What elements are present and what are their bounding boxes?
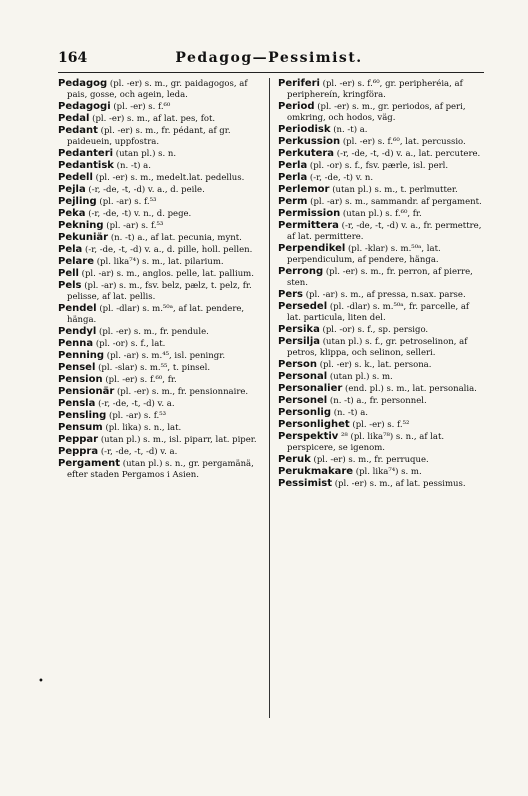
entry-headword: Pejla xyxy=(58,184,86,195)
entry-headword: Perpendikel xyxy=(278,243,346,254)
entry-definition: (-r, -de, -t) v. n. xyxy=(309,173,374,183)
entry-definition: (pl. -or) s. f., lat. xyxy=(95,339,166,349)
entry-headword: Pergament xyxy=(58,458,121,469)
dictionary-entry xyxy=(58,362,261,374)
entry-definition: (pl. -ar) s. f.⁵³ xyxy=(106,221,164,231)
dictionary-entry xyxy=(278,301,482,324)
dictionary-entry xyxy=(278,371,482,383)
entry-definition: (pl. lika⁷⁴) s. m., lat. pilarium. xyxy=(96,257,224,267)
entry-headword: Person xyxy=(278,359,317,370)
entry-headword: Peka xyxy=(58,208,86,219)
entry-headword: Personlig xyxy=(278,407,331,418)
entry-headword: Personalier xyxy=(278,383,343,394)
dictionary-entry xyxy=(58,148,261,160)
dictionary-entry xyxy=(58,446,261,458)
dictionary-entry xyxy=(58,184,261,196)
dictionary-entry xyxy=(58,422,261,434)
entry-definition: (pl. -dlar) s. m.⁵⁰ᵃ, af lat. pendere, hänga. xyxy=(67,304,245,325)
entry-definition: (pl. lika⁷⁴) s. m. xyxy=(355,467,422,477)
entry-definition: (pl. -er) s. m., medelt.lat. pedellus. xyxy=(95,173,245,183)
entry-headword: Permission xyxy=(278,208,341,219)
entry-headword: Periferi xyxy=(278,78,320,89)
dictionary-entry xyxy=(58,78,261,101)
dictionary-entry xyxy=(278,336,482,359)
entry-headword: Pedagog xyxy=(58,78,108,89)
dictionary-entry xyxy=(58,338,261,350)
dictionary-entry xyxy=(58,172,261,184)
entry-definition: (pl. -er) s. f.⁶⁰, fr. xyxy=(105,375,177,385)
entry-definition: (pl. -er) s. m., fr. pensionnaire. xyxy=(116,387,249,397)
entry-definition: (pl. -er) s. m., gr. periodos, af peri, omkring, och hodos, väg. xyxy=(287,102,466,123)
dictionary-entry xyxy=(278,196,482,208)
entry-definition: (pl. -er) s. f.⁶⁰, gr. peripheréia, af periphereín, kringföra. xyxy=(287,79,463,100)
dictionary-entry xyxy=(58,113,261,125)
dictionary-entry xyxy=(278,419,482,431)
entry-definition: (pl. -ar) s. m., sammandr. af pergament. xyxy=(310,197,482,207)
entry-definition: (pl. -ar) s. m., anglos. pelle, lat. pallium. xyxy=(81,269,254,279)
entry-definition: (-r, -de, -t, -d) v. a., lat. percutere. xyxy=(336,149,481,159)
entry-headword: Pell xyxy=(58,268,79,279)
entry-headword: Persedel xyxy=(278,301,328,312)
entry-headword: Pensel xyxy=(58,362,96,373)
entry-definition: (pl. -dlar) s. m.⁵⁰ᵃ, fr. parcelle, af lat. particula, liten del. xyxy=(287,302,470,323)
dictionary-entry xyxy=(278,431,482,454)
page-header xyxy=(58,50,480,74)
entry-definition: (utan pl.) s. f.⁶⁰, fr. xyxy=(342,209,422,219)
entry-definition: (end. pl.) s. m., lat. personalia. xyxy=(345,384,477,394)
entry-headword: Peppra xyxy=(58,446,99,457)
dictionary-entry xyxy=(58,101,261,113)
dictionary-entry xyxy=(278,148,482,160)
entry-headword: Personel xyxy=(278,395,328,406)
entry-definition: (pl. -er) s. m., fr. pendule. xyxy=(99,327,209,337)
dictionary-entry xyxy=(278,172,482,184)
dictionary-entry xyxy=(58,125,261,148)
dictionary-entry xyxy=(278,243,482,266)
entry-definition: (pl. -er) s. m., fr. perron, af pierre, sten. xyxy=(287,267,473,288)
entry-definition: (pl. -er) s. f.⁶⁰ xyxy=(113,102,171,112)
entry-headword: Permittera xyxy=(278,220,339,231)
entry-headword: Pekning xyxy=(58,220,104,231)
dictionary-entry xyxy=(278,454,482,466)
dictionary-entry xyxy=(58,374,261,386)
entry-definition: (-r, -de, -t, -d) v. a. xyxy=(98,399,175,409)
entry-definition: (pl. -er) s. f.⁶⁰, lat. percussio. xyxy=(342,137,466,147)
entry-headword: Persilja xyxy=(278,336,321,347)
entry-definition: (pl. -klar) s. m.⁵⁰ᵃ, lat. perpendiculum, af pendere, hänga. xyxy=(287,244,441,265)
page-number: 164 xyxy=(58,50,88,66)
entry-headword: Perspektiv xyxy=(278,431,339,442)
entry-definition: (pl. -er) s. m., gr. paidagogos, af pais, gosse, och agein, leda. xyxy=(67,79,248,100)
entry-definition: (utan pl.) s. n. xyxy=(115,149,177,159)
entry-definition: (n. -t) a. xyxy=(333,125,368,135)
entry-headword: Pels xyxy=(58,280,82,291)
entry-headword: Perm xyxy=(278,196,308,207)
entry-headword: Pedanteri xyxy=(58,148,114,159)
dictionary-entry xyxy=(278,266,482,289)
margin-mark: • xyxy=(38,676,44,687)
entry-definition: (-r, -de, -t, -d) v. a., d. peile. xyxy=(88,185,205,195)
entry-headword: Peruk xyxy=(278,454,311,465)
dictionary-entry xyxy=(278,220,482,243)
entry-headword: Pekuniär xyxy=(58,232,109,243)
dictionary-entry xyxy=(58,208,261,220)
entry-definition: (pl. lika) s. n., lat. xyxy=(105,423,182,433)
dictionary-entry xyxy=(58,398,261,410)
dictionary-entry xyxy=(278,101,482,124)
entry-headword: Pensla xyxy=(58,398,96,409)
dictionary-entry xyxy=(278,136,482,148)
dictionary-entry xyxy=(58,244,261,256)
entry-definition: (pl. -er) s. m., fr. pédant, af gr. paideuein, uppfostra. xyxy=(67,126,231,147)
dictionary-entry xyxy=(58,303,261,326)
entry-definition: (n. -t) a., fr. personnel. xyxy=(329,396,427,406)
entry-headword: Pensling xyxy=(58,410,107,421)
entry-headword: Penning xyxy=(58,350,105,361)
dictionary-entry xyxy=(278,78,482,101)
entry-definition: (pl. -slar) s. m.⁵⁵, t. pinsel. xyxy=(98,363,211,373)
entry-headword: Pedal xyxy=(58,113,90,124)
entry-definition: (-r, -de, -t, -d) v. a. xyxy=(100,447,178,457)
entry-definition: (utan pl.) s. m., isl. piparr, lat. piper. xyxy=(100,435,257,445)
dictionary-entry xyxy=(278,383,482,395)
entry-headword: Pensionär xyxy=(58,386,115,397)
entry-columns xyxy=(58,78,484,718)
dictionary-entry xyxy=(278,208,482,220)
dictionary-entry xyxy=(278,124,482,136)
entry-headword: Pelare xyxy=(58,256,95,267)
entry-headword: Pedell xyxy=(58,172,93,183)
entry-headword: Pejling xyxy=(58,196,97,207)
entry-headword: Pessimist xyxy=(278,478,333,489)
entry-definition: (pl. -er) s. m., af lat. pessimus. xyxy=(334,479,466,489)
dictionary-entry xyxy=(58,280,261,303)
entry-headword: Perla xyxy=(278,172,308,183)
entry-definition: (pl. -er) s. m., af lat. pes, fot. xyxy=(92,114,216,124)
dictionary-entry xyxy=(58,386,261,398)
entry-headword: Perukmakare xyxy=(278,466,354,477)
entry-definition: (pl. -ar) s. m., fsv. belz, pælz, t. pelz, fr. pelisse, af lat. pellis. xyxy=(67,281,252,302)
entry-headword: Persika xyxy=(278,324,320,335)
entry-headword: Perla xyxy=(278,160,308,171)
entry-definition: (pl. -er) s. k., lat. persona. xyxy=(319,360,432,370)
entry-definition: (pl. -ar) s. m.⁴⁵, isl. peningr. xyxy=(106,351,226,361)
dictionary-entry xyxy=(278,395,482,407)
dictionary-entry xyxy=(58,160,261,172)
entry-definition: (pl. -or) s. f., sp. persigo. xyxy=(322,325,429,335)
dictionary-entry xyxy=(58,410,261,422)
entry-definition: (pl. -or) s. f., fsv. pærle, isl. perl. xyxy=(309,161,449,171)
entry-definition: (utan pl.) s. m. xyxy=(329,372,393,382)
entry-definition: (n. -t) a., af lat. pecunia, mynt. xyxy=(110,233,242,243)
entry-definition: (pl. -ar) s. f.⁵³ xyxy=(99,197,157,207)
entry-definition: (-r, -de, -t, -d) v. a., fr. permettre, af lat. permittere. xyxy=(287,221,482,242)
entry-headword: Perlemor xyxy=(278,184,330,195)
dictionary-entry xyxy=(278,478,482,490)
entry-definition: (utan pl.) s. n., gr. pergamänä, efter staden Pergamos i Asien. xyxy=(67,459,254,480)
dictionary-entry xyxy=(58,256,261,268)
entry-headword: Perkutera xyxy=(278,148,335,159)
dictionary-entry xyxy=(278,324,482,336)
dictionary-entry xyxy=(58,350,261,362)
entry-headword: Pedant xyxy=(58,125,98,136)
dictionary-entry xyxy=(278,289,482,301)
entry-headword: Penna xyxy=(58,338,94,349)
entry-headword: Perrong xyxy=(278,266,324,277)
right-column xyxy=(270,78,482,718)
dictionary-entry xyxy=(278,160,482,172)
entry-definition: (utan pl.) s. f., gr. petroselinon, af petros, klippa, och selinon, selleri. xyxy=(287,337,468,358)
entry-headword: Pendyl xyxy=(58,326,97,337)
entry-headword: Peppar xyxy=(58,434,99,445)
entry-headword: Perkussion xyxy=(278,136,341,147)
dictionary-entry xyxy=(278,184,482,196)
entry-definition: (pl. -ar) s. f.⁵³ xyxy=(109,411,167,421)
dictionary-entry xyxy=(58,326,261,338)
entry-definition: (utan pl.) s. m., t. perlmutter. xyxy=(332,185,458,195)
entry-headword: Pedantisk xyxy=(58,160,114,171)
header-rule xyxy=(58,72,484,73)
entry-definition: (pl. -er) s. f.⁵² xyxy=(352,420,410,430)
entry-headword: Pers xyxy=(278,289,303,300)
entry-definition: (pl. -ar) s. m., af pressa, n.sax. parse. xyxy=(305,290,466,300)
entry-headword: Pendel xyxy=(58,303,97,314)
dictionary-entry xyxy=(58,434,261,446)
dictionary-entry xyxy=(58,232,261,244)
entry-headword: Pedagogi xyxy=(58,101,111,112)
dictionary-entry xyxy=(278,466,482,478)
entry-headword: Personal xyxy=(278,371,328,382)
entry-headword: Pensum xyxy=(58,422,103,433)
entry-definition: (-r, -de, -t) v. n., d. pege. xyxy=(88,209,192,219)
dictionary-entry xyxy=(278,359,482,371)
dictionary-entry xyxy=(278,407,482,419)
entry-definition: (n. -t) a. xyxy=(333,408,368,418)
entry-headword: Pela xyxy=(58,244,83,255)
entry-headword: Pension xyxy=(58,374,103,385)
entry-definition: (-r, -de, -t, -d) v. a., d. pille, holl. pellen. xyxy=(85,245,253,255)
left-column xyxy=(58,78,270,718)
dictionary-entry xyxy=(58,220,261,232)
running-head: Pedagog—Pessimist. xyxy=(175,50,363,66)
entry-definition: ²⁸ (pl. lika⁷⁸) s. n., af lat. perspicere, se igenom. xyxy=(287,432,445,453)
dictionary-entry xyxy=(58,268,261,280)
entry-headword: Period xyxy=(278,101,315,112)
entry-definition: (n. -t) a. xyxy=(116,161,151,171)
dictionary-entry xyxy=(58,458,261,481)
entry-headword: Personlighet xyxy=(278,419,350,430)
entry-headword: Periodisk xyxy=(278,124,331,135)
entry-definition: (pl. -er) s. m., fr. perruque. xyxy=(313,455,429,465)
dictionary-entry xyxy=(58,196,261,208)
